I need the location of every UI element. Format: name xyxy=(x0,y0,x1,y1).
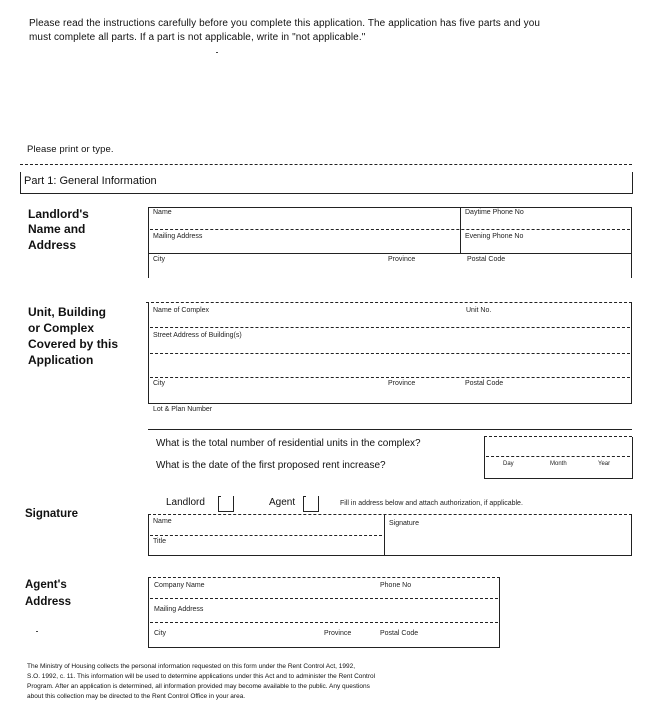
part1-top-rule xyxy=(20,164,632,165)
date-month-label: Month xyxy=(550,461,567,467)
answer-box-mid xyxy=(486,456,630,457)
signature-box-divider xyxy=(384,515,385,556)
print-note: Please print or type. xyxy=(27,144,114,155)
answer-box-right xyxy=(632,437,633,479)
landlord-heading-2: Name and xyxy=(28,222,86,236)
landlord-box-left xyxy=(148,207,149,278)
part1-bottom-rule xyxy=(20,193,633,194)
landlord-postal-label: Postal Code xyxy=(467,256,506,263)
answer-box-left xyxy=(484,437,485,479)
signature-fill-note: Fill in address below and attach authorization, if applicable. xyxy=(340,500,523,507)
unit-heading-1: Unit, Building xyxy=(28,305,106,319)
landlord-province-label: Province xyxy=(388,256,416,263)
landlord-row1-rule xyxy=(150,229,630,230)
intro-line-1: Please read the instructions carefully before you complete this application. The application has five parts and you xyxy=(29,18,541,29)
part1-left-rule xyxy=(20,172,21,194)
landlord-mailing-label: Mailing Address xyxy=(153,233,203,240)
unit-heading-4: Application xyxy=(28,353,94,367)
speck xyxy=(216,52,218,53)
unit-street-label: Street Address of Building(s) xyxy=(153,332,242,339)
agent-box-bottom xyxy=(148,647,500,648)
unit-lot-label: Lot & Plan Number xyxy=(153,406,213,413)
agent-row2-rule xyxy=(150,622,498,623)
unit-province-label: Province xyxy=(388,380,416,387)
agent-city-label: City xyxy=(154,630,167,637)
unit-city-label: City xyxy=(153,380,166,387)
signature-box-left xyxy=(148,515,149,556)
part1-title: Part 1: General Information xyxy=(24,175,157,187)
unit-heading-3: Covered by this xyxy=(28,337,119,351)
agent-heading-2: Address xyxy=(25,596,72,608)
agent-checkbox[interactable] xyxy=(303,496,319,512)
landlord-checkbox[interactable] xyxy=(218,496,234,512)
unit-box-left xyxy=(148,303,149,404)
agent-mailing-label: Mailing Address xyxy=(154,606,204,613)
unit-no-label: Unit No. xyxy=(466,307,492,314)
landlord-name-label: Name xyxy=(153,209,172,216)
signature-box-top xyxy=(148,514,632,515)
agent-box-top xyxy=(148,577,500,578)
landlord-evening-phone-label: Evening Phone No xyxy=(465,233,524,240)
unit-row3-rule xyxy=(150,377,630,378)
unit-q-first-increase: What is the date of the first proposed rent increase? xyxy=(156,460,386,471)
agent-box-left xyxy=(148,578,149,648)
date-year-label: Year xyxy=(598,461,611,467)
unit-complex-label: Name of Complex xyxy=(153,307,210,314)
footer-line-2: S.O. 1992, c. 11. This information will be used to determine applications under this Act and to administer the Rent Control xyxy=(27,673,376,680)
signature-title-label: Title xyxy=(153,538,166,545)
unit-box-right xyxy=(631,303,632,404)
landlord-daytime-phone-label: Daytime Phone No xyxy=(465,209,524,216)
unit-row1-rule xyxy=(150,327,630,328)
signature-box-right xyxy=(631,515,632,556)
agent-province-label: Province xyxy=(324,630,352,637)
speck xyxy=(36,631,38,632)
agent-box-right xyxy=(499,578,500,648)
unit-box-top xyxy=(146,302,632,303)
footer-line-3: Program. After an application is determined, all information provided may become available to the public. Any questions xyxy=(27,683,370,690)
landlord-heading-1: Landlord's xyxy=(28,207,89,221)
signature-name-label: Name xyxy=(153,518,172,525)
agent-row1-rule xyxy=(150,598,498,599)
agent-heading-1: Agent's xyxy=(25,579,67,591)
unit-box-bottom xyxy=(148,403,632,404)
footer-line-1: The Ministry of Housing collects the personal information requested on this form under the Rent Control Act, 1992, xyxy=(27,663,356,670)
signature-agent-label: Agent xyxy=(269,497,296,508)
answer-box-top xyxy=(484,436,632,437)
signature-signature-label: Signature xyxy=(389,520,419,527)
agent-company-label: Company Name xyxy=(154,582,205,589)
landlord-phone-divider xyxy=(460,207,461,254)
landlord-box-top xyxy=(148,207,632,208)
unit-postal-label: Postal Code xyxy=(465,380,504,387)
unit-q-total-units: What is the total number of residential units in the complex? xyxy=(156,438,421,449)
signature-landlord-label: Landlord xyxy=(166,497,205,508)
landlord-row2-rule xyxy=(148,253,632,254)
footer-line-4: about this collection may be directed to the Rent Control Office in your area. xyxy=(27,693,246,700)
unit-heading-2: or Complex xyxy=(28,321,95,335)
landlord-heading-3: Address xyxy=(28,238,77,252)
unit-row2-rule xyxy=(150,353,630,354)
intro-line-2: must complete all parts. If a part is not applicable, write in "not applicable." xyxy=(29,32,366,43)
landlord-city-label: City xyxy=(153,256,166,263)
signature-box-bottom xyxy=(148,555,632,556)
agent-phone-label: Phone No xyxy=(380,582,412,589)
signature-name-rule xyxy=(150,535,382,536)
landlord-box-right xyxy=(631,207,632,278)
answer-box-bottom xyxy=(484,478,633,479)
date-day-label: Day xyxy=(503,461,514,467)
signature-heading: Signature xyxy=(25,508,79,520)
agent-postal-label: Postal Code xyxy=(380,630,419,637)
unit-questions-rule xyxy=(148,429,632,430)
part1-right-rule xyxy=(632,172,633,194)
